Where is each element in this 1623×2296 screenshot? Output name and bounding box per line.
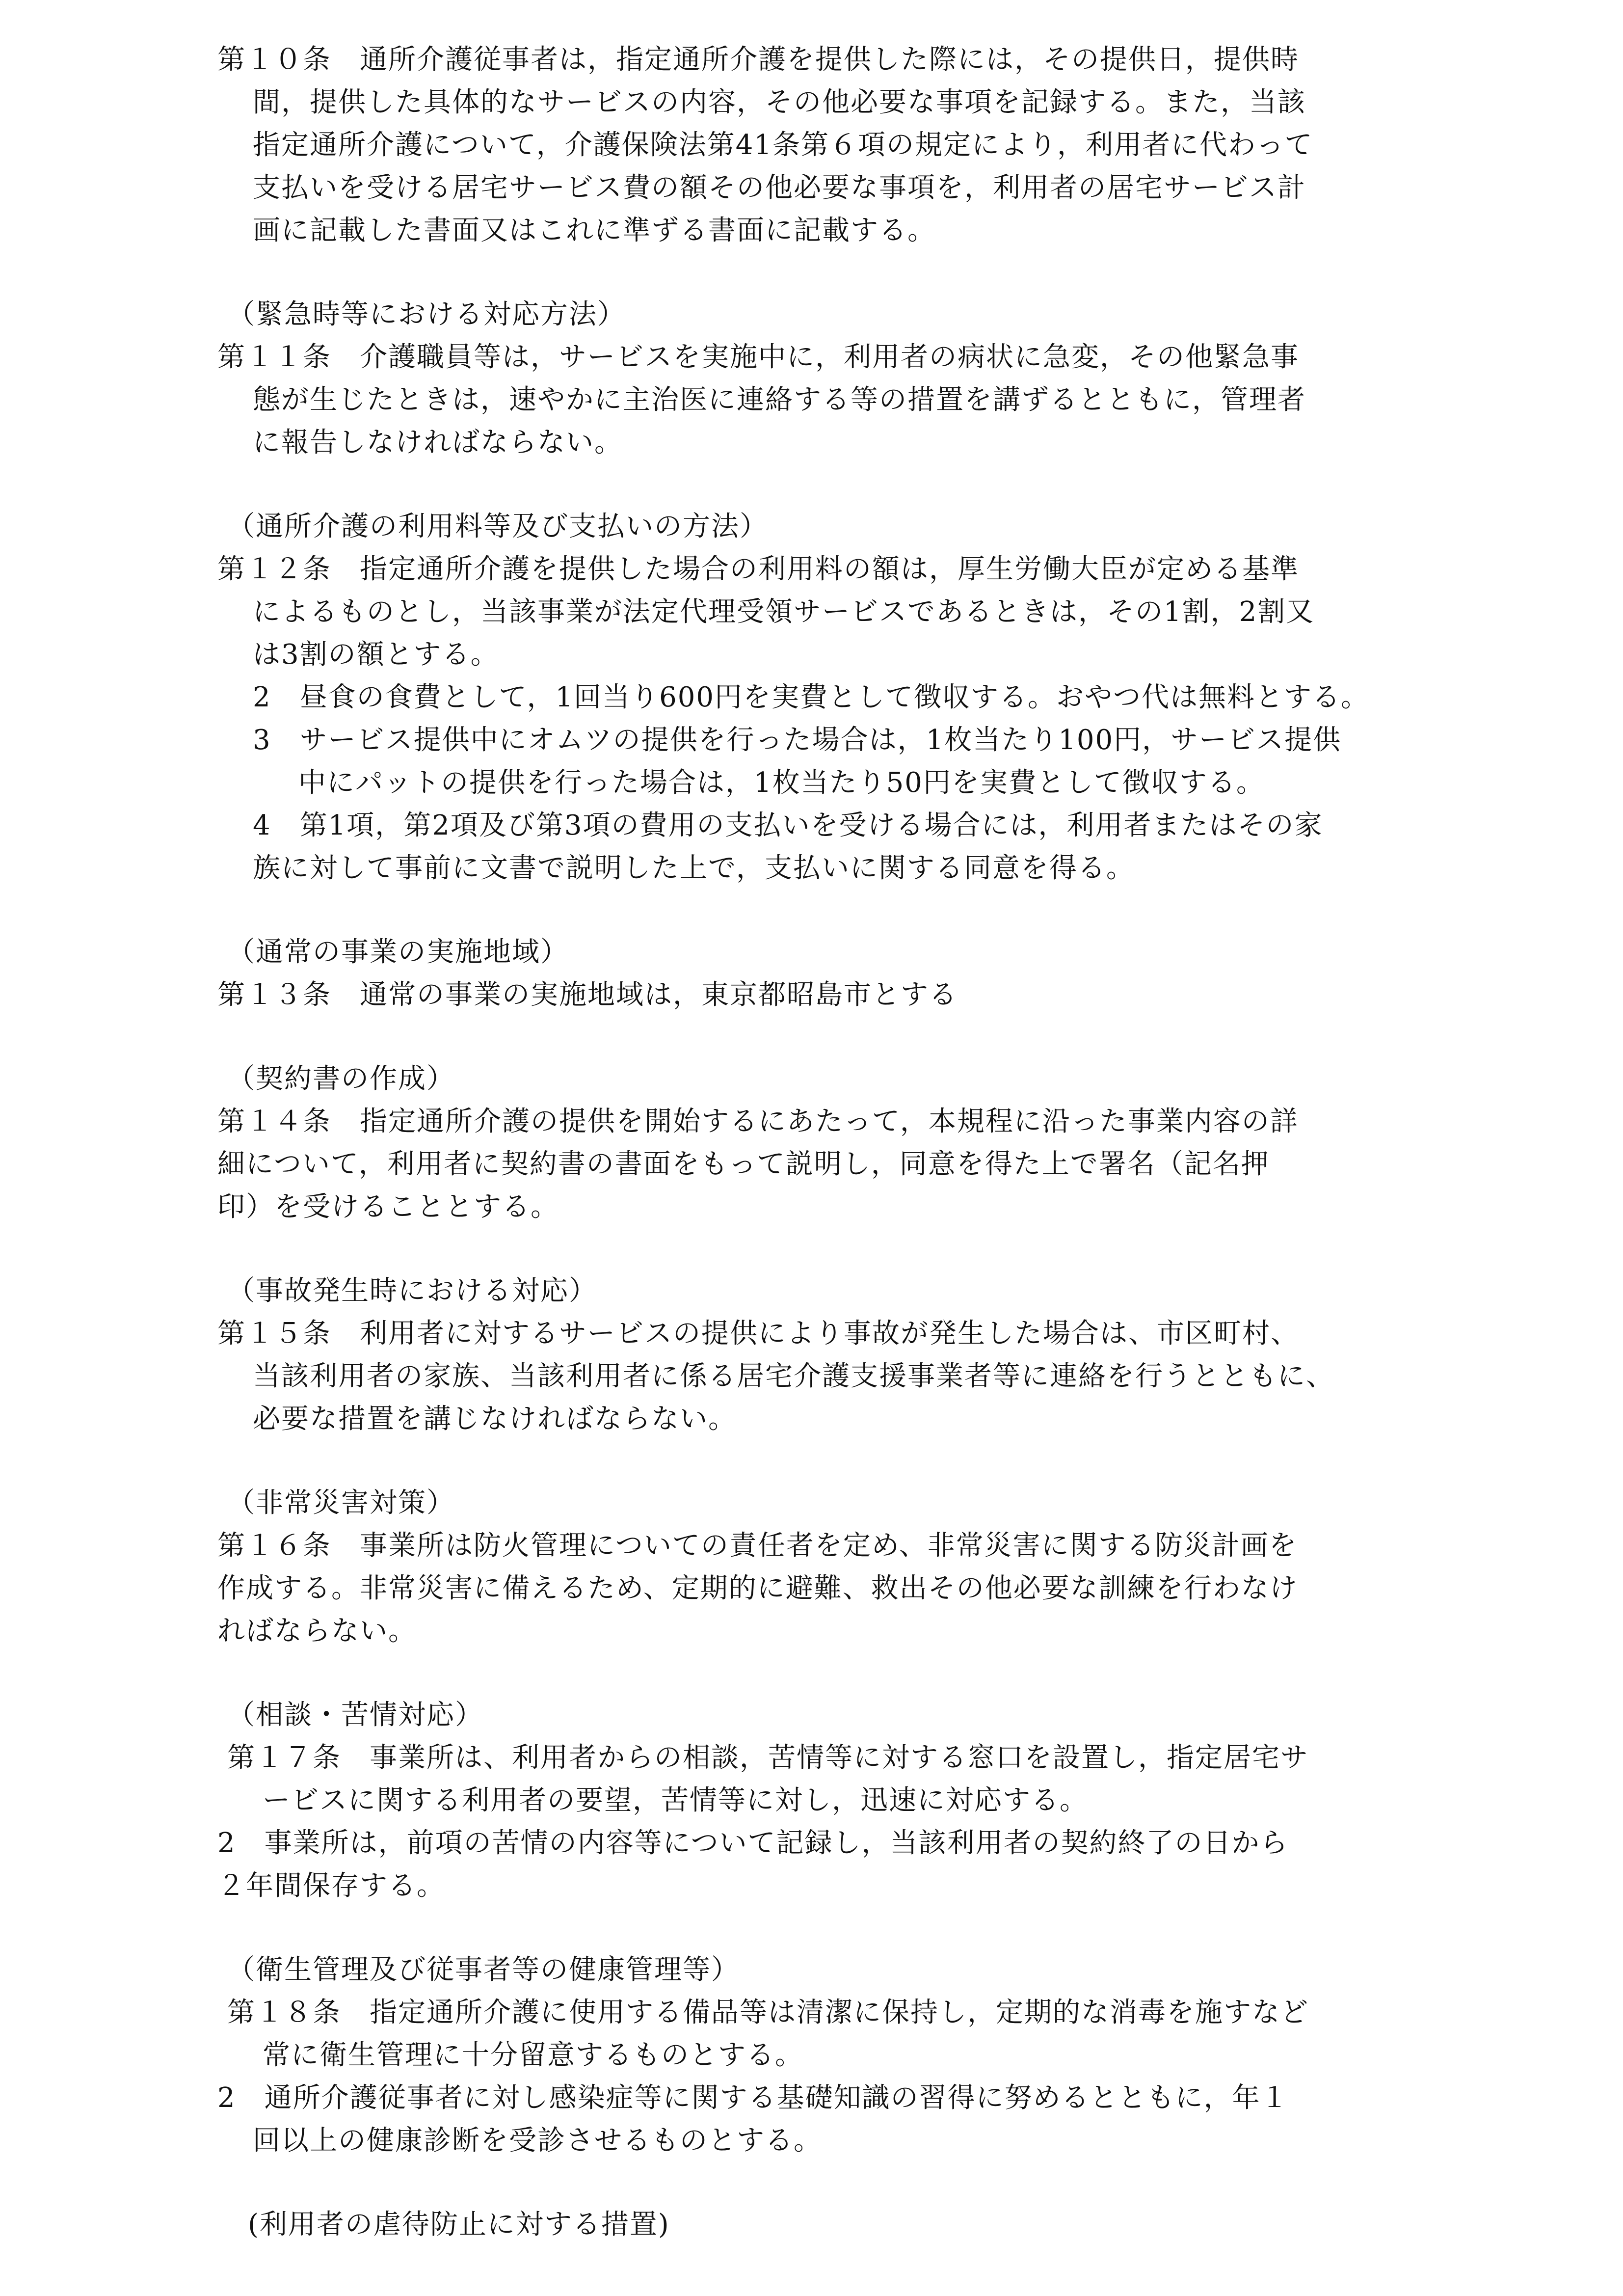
text-line: 2 通所介護従事者に対し感染症等に関する基礎知識の習得に努めるとともに，年１	[217, 2082, 1289, 2114]
text-line: 態が生じたときは，速やかに主治医に連絡する等の措置を講ずるとともに，管理者	[253, 384, 1306, 416]
text-line: 指定通所介護について，介護保険法第41条第６項の規定により，利用者に代わって	[253, 129, 1313, 161]
text-line: 第１７条 事業所は、利用者からの相談，苦情等に対する窓口を設置し，指定居宅サ	[227, 1742, 1309, 1774]
text-line: 支払いを受ける居宅サービス費の額その他必要な事項を，利用者の居宅サービス計	[253, 172, 1306, 204]
text-line: 第１８条 指定通所介護に使用する備品等は清潔に保持し，定期的な消毒を施すなど	[227, 1997, 1309, 2028]
text-line: によるものとし，当該事業が法定代理受領サービスであるときは，その1割，2割又	[253, 596, 1315, 628]
text-line: 第１５条 利用者に対するサービスの提供により事故が発生した場合は、市区町村、	[217, 1318, 1299, 1350]
text-line: 必要な措置を講じなければならない。	[253, 1403, 737, 1435]
text-line: 第１４条 指定通所介護の提供を開始するにあたって，本規程に沿った事業内容の詳	[217, 1106, 1299, 1137]
section-heading: （通所介護の利用料等及び支払いの方法）	[227, 511, 768, 542]
text-line: 細について，利用者に契約書の書面をもって説明し，同意を得た上で署名（記名押	[217, 1148, 1270, 1180]
text-line: は3割の額とする。	[253, 639, 499, 671]
text-line: 2 事業所は，前項の苦情の内容等について記録し，当該利用者の契約終了の日から	[217, 1827, 1289, 1859]
text-line: 間，提供した具体的なサービスの内容，その他必要な事項を記録する。また，当該	[253, 86, 1306, 118]
text-line: ービスに関する利用者の要望，苦情等に対し，迅速に対応する。	[263, 1784, 1088, 1816]
text-line: 作成する。非常災害に備えるため、定期的に避難、救出その他必要な訓練を行わなけ	[217, 1572, 1298, 1604]
text-line: 第１０条 通所介護従事者は，指定通所介護を提供した際には，その提供日，提供時	[217, 44, 1299, 76]
text-line: 族に対して事前に文書で説明した上で，支払いに関する同意を得る。	[253, 852, 1135, 884]
section-heading: （通常の事業の実施地域）	[227, 936, 569, 968]
text-line: 回以上の健康診断を受診させるものとする。	[253, 2125, 822, 2157]
text-line: 第１３条 通常の事業の実施地域は，東京都昭島市とする	[217, 979, 958, 1011]
text-line: ２年間保存する。	[217, 1870, 445, 1902]
text-line: 中にパットの提供を行った場合は，1枚当たり50円を実費として徴収する。	[298, 767, 1265, 799]
text-line: 画に記載した書面又はこれに準ずる書面に記載する。	[253, 215, 936, 246]
section-heading: （非常災害対策）	[227, 1487, 455, 1519]
text-line: に報告しなければならない。	[253, 427, 623, 459]
text-line: 当該利用者の家族、当該利用者に係る居宅介護支援事業者等に連絡を行うとともに、	[253, 1360, 1334, 1392]
text-line: 第１２条 指定通所介護を提供した場合の利用料の額は，厚生労働大臣が定める基準	[217, 553, 1299, 585]
section-heading: （契約書の作成）	[227, 1063, 455, 1095]
text-line: 常に衛生管理に十分留意するものとする。	[263, 2039, 803, 2071]
section-heading: （衛生管理及び従事者等の健康管理等）	[227, 1954, 740, 1986]
text-line: 第１１条 介護職員等は，サービスを実施中に，利用者の病状に急変，その他緊急事	[217, 341, 1299, 373]
section-heading: （相談・苦情対応）	[227, 1699, 483, 1731]
text-line: 2 昼食の食費として，1回当り600円を実費として徴収する。おやつ代は無料とする。	[253, 681, 1370, 713]
text-line: 第１６条 事業所は防火管理についての責任者を定め、非常災害に関する防災計画を	[217, 1530, 1298, 1562]
section-heading: (利用者の虐待防止に対する措置)	[248, 2209, 670, 2241]
text-line: ればならない。	[217, 1615, 417, 1647]
section-heading: （事故発生時における対応）	[227, 1275, 597, 1307]
text-line: 4 第1項，第2項及び第3項の費用の支払いを受ける場合には，利用者またはその家	[253, 810, 1323, 841]
text-line: 印）を受けることとする。	[217, 1191, 559, 1223]
text-line: 3 サービス提供中にオムツの提供を行った場合は，1枚当たり100円，サービス提供	[253, 724, 1342, 756]
section-heading: （緊急時等における対応方法）	[227, 298, 626, 330]
